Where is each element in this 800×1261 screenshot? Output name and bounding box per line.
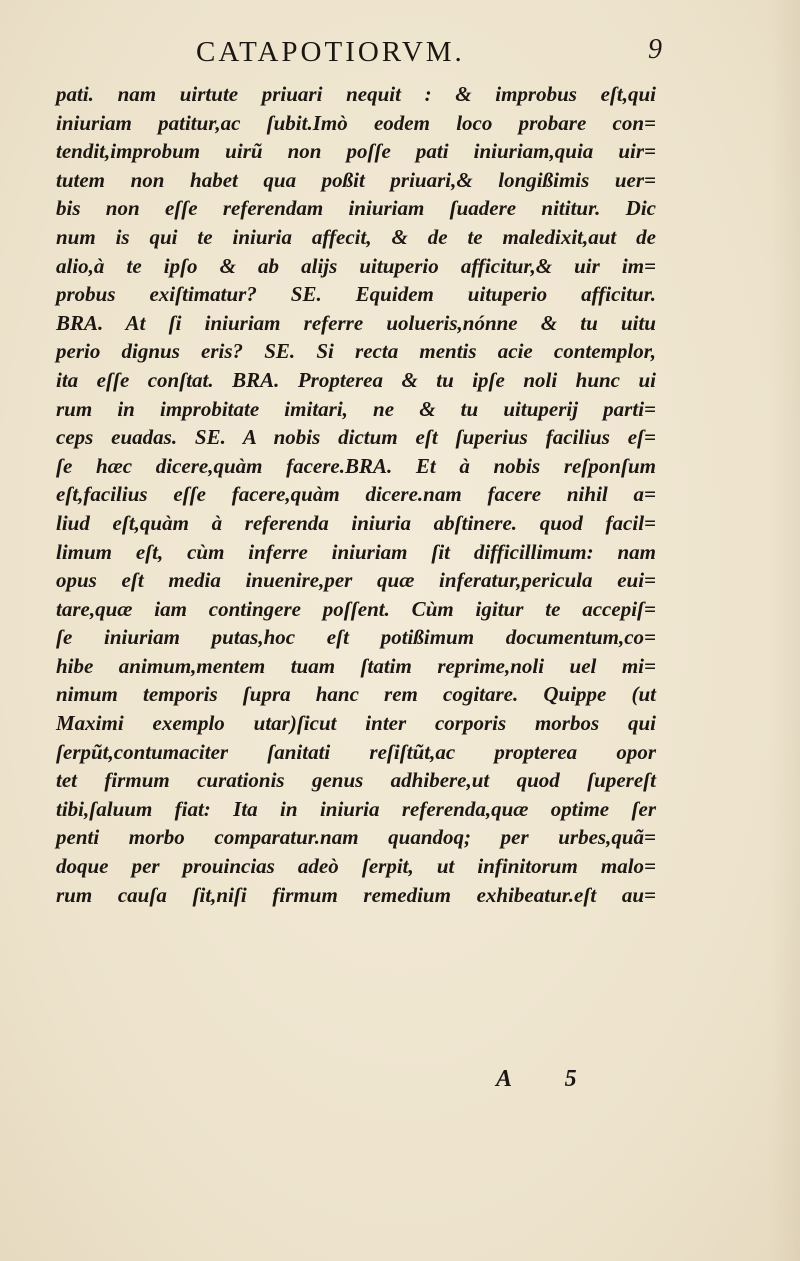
text-line: hibe animum,mentem tuam ſtatim reprime,noli uel mi= <box>56 653 656 678</box>
text-line: ceps euadas. SE. A nobis dictum eſt ſuperius facilius eſ= <box>56 425 656 450</box>
text-line: doque per prouincias adeò ſerpit, ut infinitorum malo= <box>56 854 656 879</box>
signature-mark: A 5 <box>496 1066 601 1092</box>
page-edge-shadow <box>770 0 800 1261</box>
text-line: ſerpũt,contumaciter ſanitati reſiſtũt,ac propterea opor <box>56 739 656 764</box>
page-number: 9 <box>648 34 662 65</box>
text-line: num is qui te iniuria affecit, & de te maledixit,aut de <box>56 224 656 249</box>
text-line: eſt,facilius eſſe facere,quàm dicere.nam facere nihil a= <box>56 482 656 507</box>
text-line: nimum temporis ſupra hanc rem cogitare. Quippe (ut <box>56 682 656 707</box>
body-text <box>56 80 656 909</box>
text-line: alio,à te ipſo & ab alijs uituperio afficitur,& uir im= <box>56 253 656 278</box>
text-line: ita eſſe conſtat. BRA. Propterea & tu ipſe noli hunc ui <box>56 367 656 392</box>
text-line: rum cauſa ſit,niſi firmum remedium exhibeatur.eſt au= <box>56 882 656 907</box>
text-line: bis non eſſe referendam iniuriam ſuadere nititur. Dic <box>56 196 656 221</box>
text-line: opus eſt media inuenire,per quæ inferatur,pericula eui= <box>56 568 656 593</box>
text-line: rum in improbitate imitari, ne & tu uituperij parti= <box>56 396 656 421</box>
text-line: tet firmum curationis genus adhibere,ut quod ſupereſt <box>56 768 656 793</box>
text-line: liud eſt,quàm à referenda iniuria abſtinere. quod facil= <box>56 510 656 535</box>
text-line: tibi,ſaluum fiat: Ita in iniuria referenda,quæ optime ſer <box>56 796 656 821</box>
text-line: tare,quæ iam contingere poſſent. Cùm igitur te accepiſ= <box>56 596 656 621</box>
text-line: Maximi exemplo utar)ſicut inter corporis morbos qui <box>56 711 656 736</box>
text-line: tutem non habet qua poßit priuari,& longißimis uer= <box>56 167 656 192</box>
text-line: perio dignus eris? SE. Si recta mentis acie contemplor, <box>56 339 656 364</box>
text-line: probus exiſtimatur? SE. Equidem uituperio afficitur. <box>56 282 656 307</box>
text-line: iniuriam patitur,ac ſubit.Imò eodem loco probare con= <box>56 110 656 135</box>
running-title: CATAPOTIORVM. <box>196 36 465 68</box>
text-line: limum eſt, cùm inferre iniuriam ſit difficillimum: nam <box>56 539 656 564</box>
text-line: BRA. At ſi iniuriam referre uolueris,nónne & tu uitu <box>56 310 656 335</box>
text-line: penti morbo comparatur.nam quandoq; per urbes,quã= <box>56 825 656 850</box>
text-line: tendit,improbum uirũ non poſſe pati iniuriam,quia uir= <box>56 139 656 164</box>
text-line: pati. nam uirtute priuari nequit : & improbus eſt,qui <box>56 82 656 106</box>
text-line: ſe hæc dicere,quàm facere.BRA. Et à nobis reſponſum <box>56 453 656 478</box>
text-line: ſe iniuriam putas,hoc eſt potißimum documentum,co= <box>56 625 656 650</box>
